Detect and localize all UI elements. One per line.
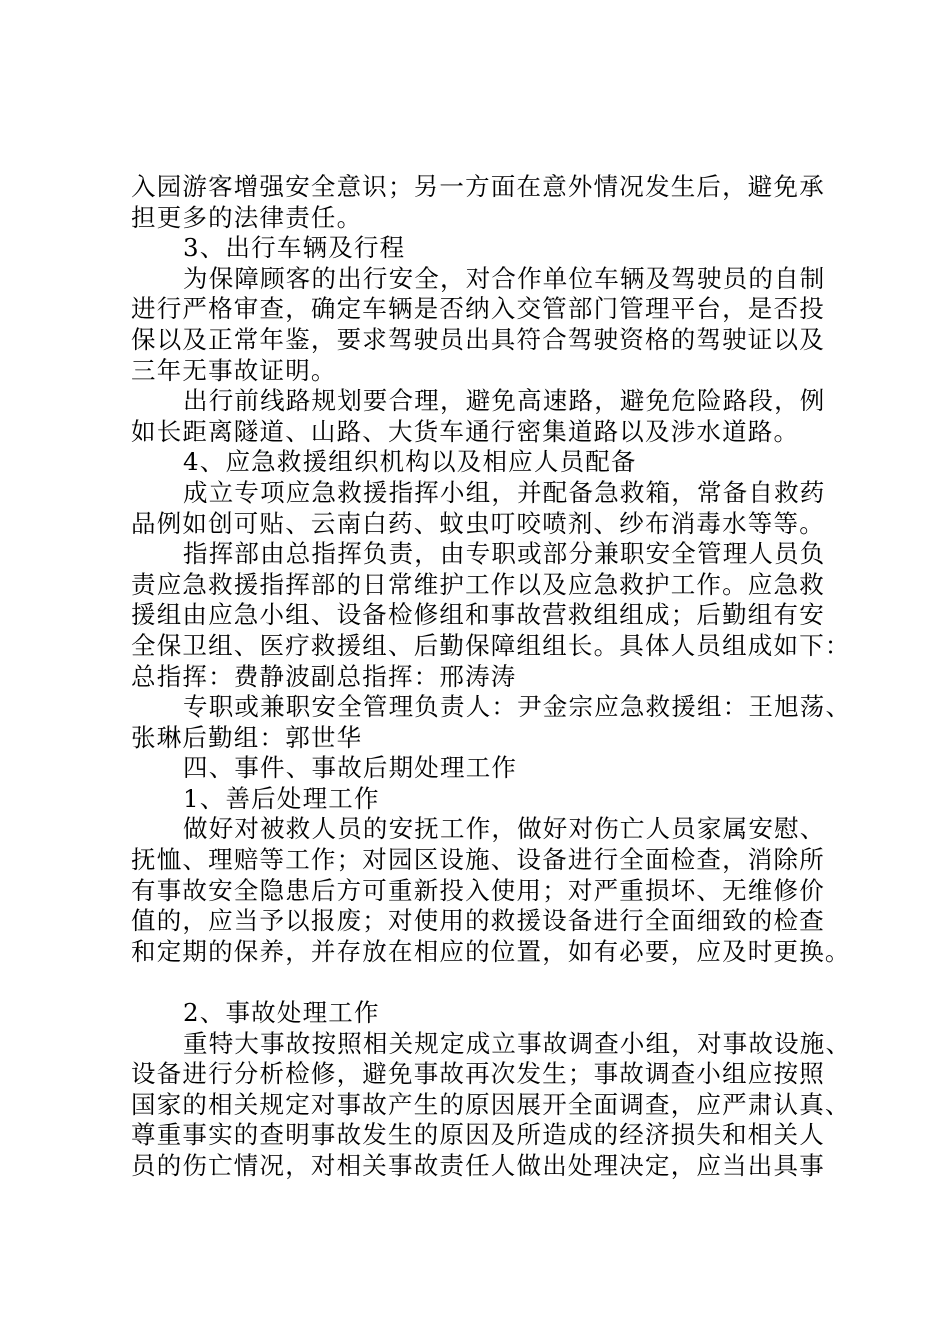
- text-line: 品例如创可贴、云南白药、蚊虫叮咬喷剂、纱布消毒水等等。: [131, 508, 825, 538]
- text-line: 做好对被救人员的安抚工作，做好对伤亡人员家属安慰、: [183, 814, 826, 844]
- text-line: 如长距离隧道、山路、大货车通行密集道路以及涉水道路。: [131, 416, 800, 446]
- text-line: 尊重事实的查明事故发生的原因及所造成的经济损失和相关人: [131, 1120, 825, 1150]
- section-heading: 四、事件、事故后期处理工作: [183, 753, 518, 783]
- text-line: 入园游客增强安全意识；另一方面在意外情况发生后，避免承: [131, 172, 825, 201]
- text-line: 有事故安全隐患后方可重新投入使用；对严重损坏、无维修价: [131, 875, 825, 905]
- section-heading: 1、善后处理工作: [183, 783, 380, 813]
- section-heading: 2、事故处理工作: [183, 998, 380, 1028]
- document-body: [131, 172, 853, 1182]
- text-line: 员的伤亡情况，对相关事故责任人做出处理决定，应当出具事: [131, 1151, 825, 1180]
- text-line: 援组由应急小组、设备检修组和事故营救组组成；后勤组有安: [131, 600, 825, 630]
- text-line: 抚恤、理赔等工作；对园区设施、设备进行全面检查，消除所: [131, 845, 825, 875]
- text-line: 三年无事故证明。: [131, 355, 337, 385]
- text-line: 总指挥：费静波副总指挥：邢涛涛: [131, 661, 517, 691]
- section-heading: 4、应急救援组织机构以及相应人员配备: [183, 447, 637, 477]
- text-line: 和定期的保养，并存放在相应的位置，如有必要，应及时更换。: [131, 936, 851, 966]
- text-line: 进行严格审查，确定车辆是否纳入交管部门管理平台，是否投: [131, 294, 825, 324]
- text-line: 专职或兼职安全管理负责人：尹金宗应急救援组：王旭荡、: [183, 692, 852, 722]
- text-line: 设备进行分析检修，避免事故再次发生；事故调查小组应按照: [131, 1059, 825, 1089]
- text-line: 为保障顾客的出行安全，对合作单位车辆及驾驶员的自制: [183, 263, 826, 293]
- text-line: 张琳后勤组：郭世华: [131, 722, 363, 752]
- section-heading: 3、出行车辆及行程: [183, 233, 406, 263]
- text-line: 重特大事故按照相关规定成立事故调查小组，对事故设施、: [183, 1028, 852, 1058]
- text-line: 国家的相关规定对事故产生的原因展开全面调查，应严肃认真、: [131, 1089, 851, 1119]
- text-line: 指挥部由总指挥负责，由专职或部分兼职安全管理人员负: [183, 539, 826, 569]
- blank-line: [131, 967, 853, 998]
- text-line: 成立专项应急救援指挥小组，并配备急救箱，常备自救药: [183, 477, 826, 507]
- text-line: 担更多的法律责任。: [131, 202, 363, 232]
- text-line: 值的，应当予以报废；对使用的救援设备进行全面细致的检查: [131, 906, 825, 936]
- text-line: 出行前线路规划要合理，避免高速路，避免危险路段，例: [183, 386, 826, 416]
- text-line: 责应急救援指挥部的日常维护工作以及应急救护工作。应急救: [131, 569, 825, 599]
- text-line: 全保卫组、医疗救援组、后勤保障组组长。具体人员组成如下：: [131, 630, 851, 660]
- text-line: 保以及正常年鉴，要求驾驶员出具符合驾驶资格的驾驶证以及: [131, 324, 825, 354]
